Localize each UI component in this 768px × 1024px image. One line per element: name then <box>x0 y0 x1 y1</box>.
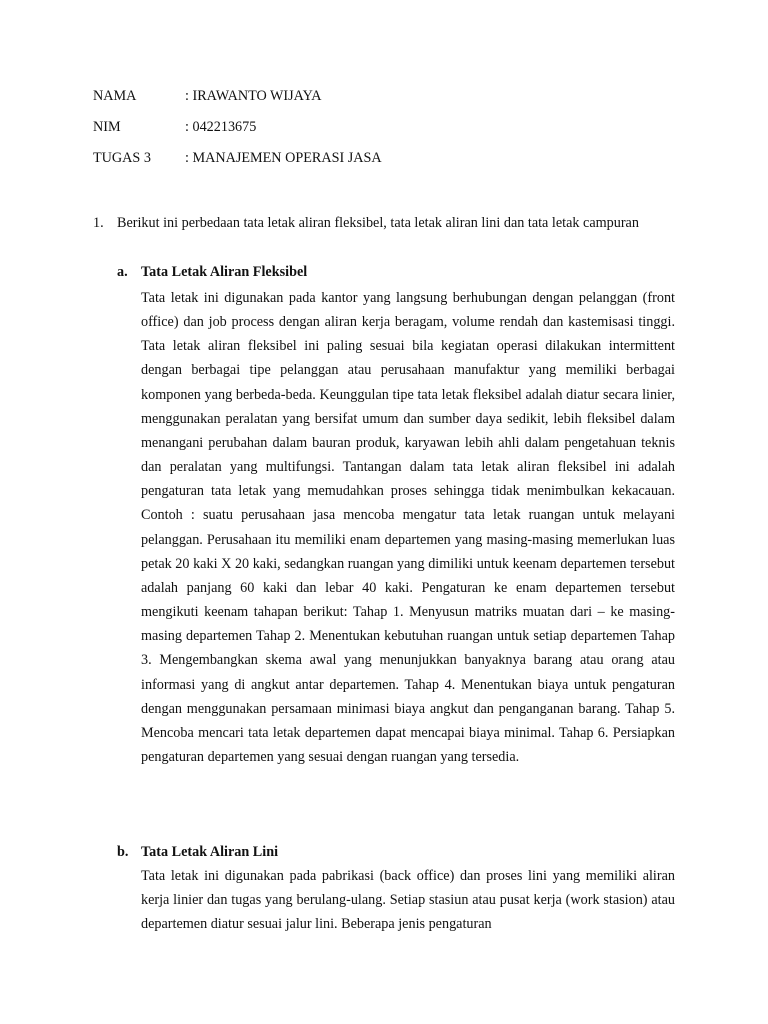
item-1-number: 1. <box>93 215 104 231</box>
section-b-paragraph: Tata letak ini digunakan pada pabrikasi (back office) dan proses lini yang memiliki aliran kerja linier dan tugas yang berulang-ulang. Setiap stasiun atau pusat kerja (work stasion) atau departemen diatur sesuai jalur lini. Beberapa jenis pengaturan <box>141 868 675 933</box>
tugas-label: TUGAS 3 <box>93 150 151 166</box>
section-b-label: b. <box>117 844 129 860</box>
nim-label: NIM <box>93 119 121 135</box>
section-b-title: Tata Letak Aliran Lini <box>141 844 279 860</box>
section-a-label: a. <box>117 264 128 280</box>
section-a-paragraph: Tata letak ini digunakan pada kantor yang langsung berhubungan dengan pelanggan (front office) dan job process dengan aliran kerja beragam, volume rendah dan kastemisasi tinggi. Tata letak aliran fleksibel ini paling sesuai bila kegiatan operasi dilakukan intermittent dengan berbagai tipe pelanggan atau perusahaan manufaktur yang memiliki berbagai komponen yang berbeda-beda. Keunggulan tipe tata letak fleksibel adalah diatur secara linier, menggunakan peralatan yang bersifat umum dan sumber daya sedikit, lebih fleksibel dalam menangani perubahan dalam bauran produk, karyawan lebih ahli dalam pengetahuan teknis dan peralatan yang multifungsi. Tantangan dalam tata letak aliran fleksibel ini adalah pengaturan tata letak yang memudahkan proses sehingga tidak menimbulkan kekacauan. Contoh : suatu perusahaan jasa mencoba mengatur tata letak ruangan untuk melayani pelanggan. Perusahaan itu memiliki enam departemen yang masing-masing memerlukan luas petak 20 kaki X 20 kaki, sedangkan ruangan yang dimiliki untuk keenam departemen tersebut adalah panjang 60 kaki dan lebar 40 kaki. Pengaturan ke enam departemen tersebut mengikuti keenam tahapan berikut: Tahap 1. Menyusun matriks muatan dari – ke masing-masing departemen Tahap 2. Menentukan kebutuhan ruangan untuk setiap departemen Tahap 3. Mengembangkan skema awal yang menunjukkan banyaknya barang atau orang atau informasi yang di angkut antar departemen. Tahap 4. Menentukan biaya untuk pengaturan dengan menggunakan persamaan minimasi biaya angkut dan penganganan barang. Tahap 5. Mencoba mencari tata letak departemen dapat mencapai biaya minimal. Tahap 6. Persiapkan pengaturan departemen yang sesuai dengan ruangan yang tersedia. <box>141 290 675 765</box>
section-a-title: Tata Letak Aliran Fleksibel <box>141 264 308 280</box>
nama-label: NAMA <box>93 88 137 104</box>
nim-value: : 042213675 <box>185 119 257 135</box>
tugas-value: : MANAJEMEN OPERASI JASA <box>185 150 382 166</box>
item-1-text: Berikut ini perbedaan tata letak aliran fleksibel, tata letak aliran lini dan tata letak campuran <box>117 215 639 231</box>
nama-value: : IRAWANTO WIJAYA <box>185 88 322 104</box>
